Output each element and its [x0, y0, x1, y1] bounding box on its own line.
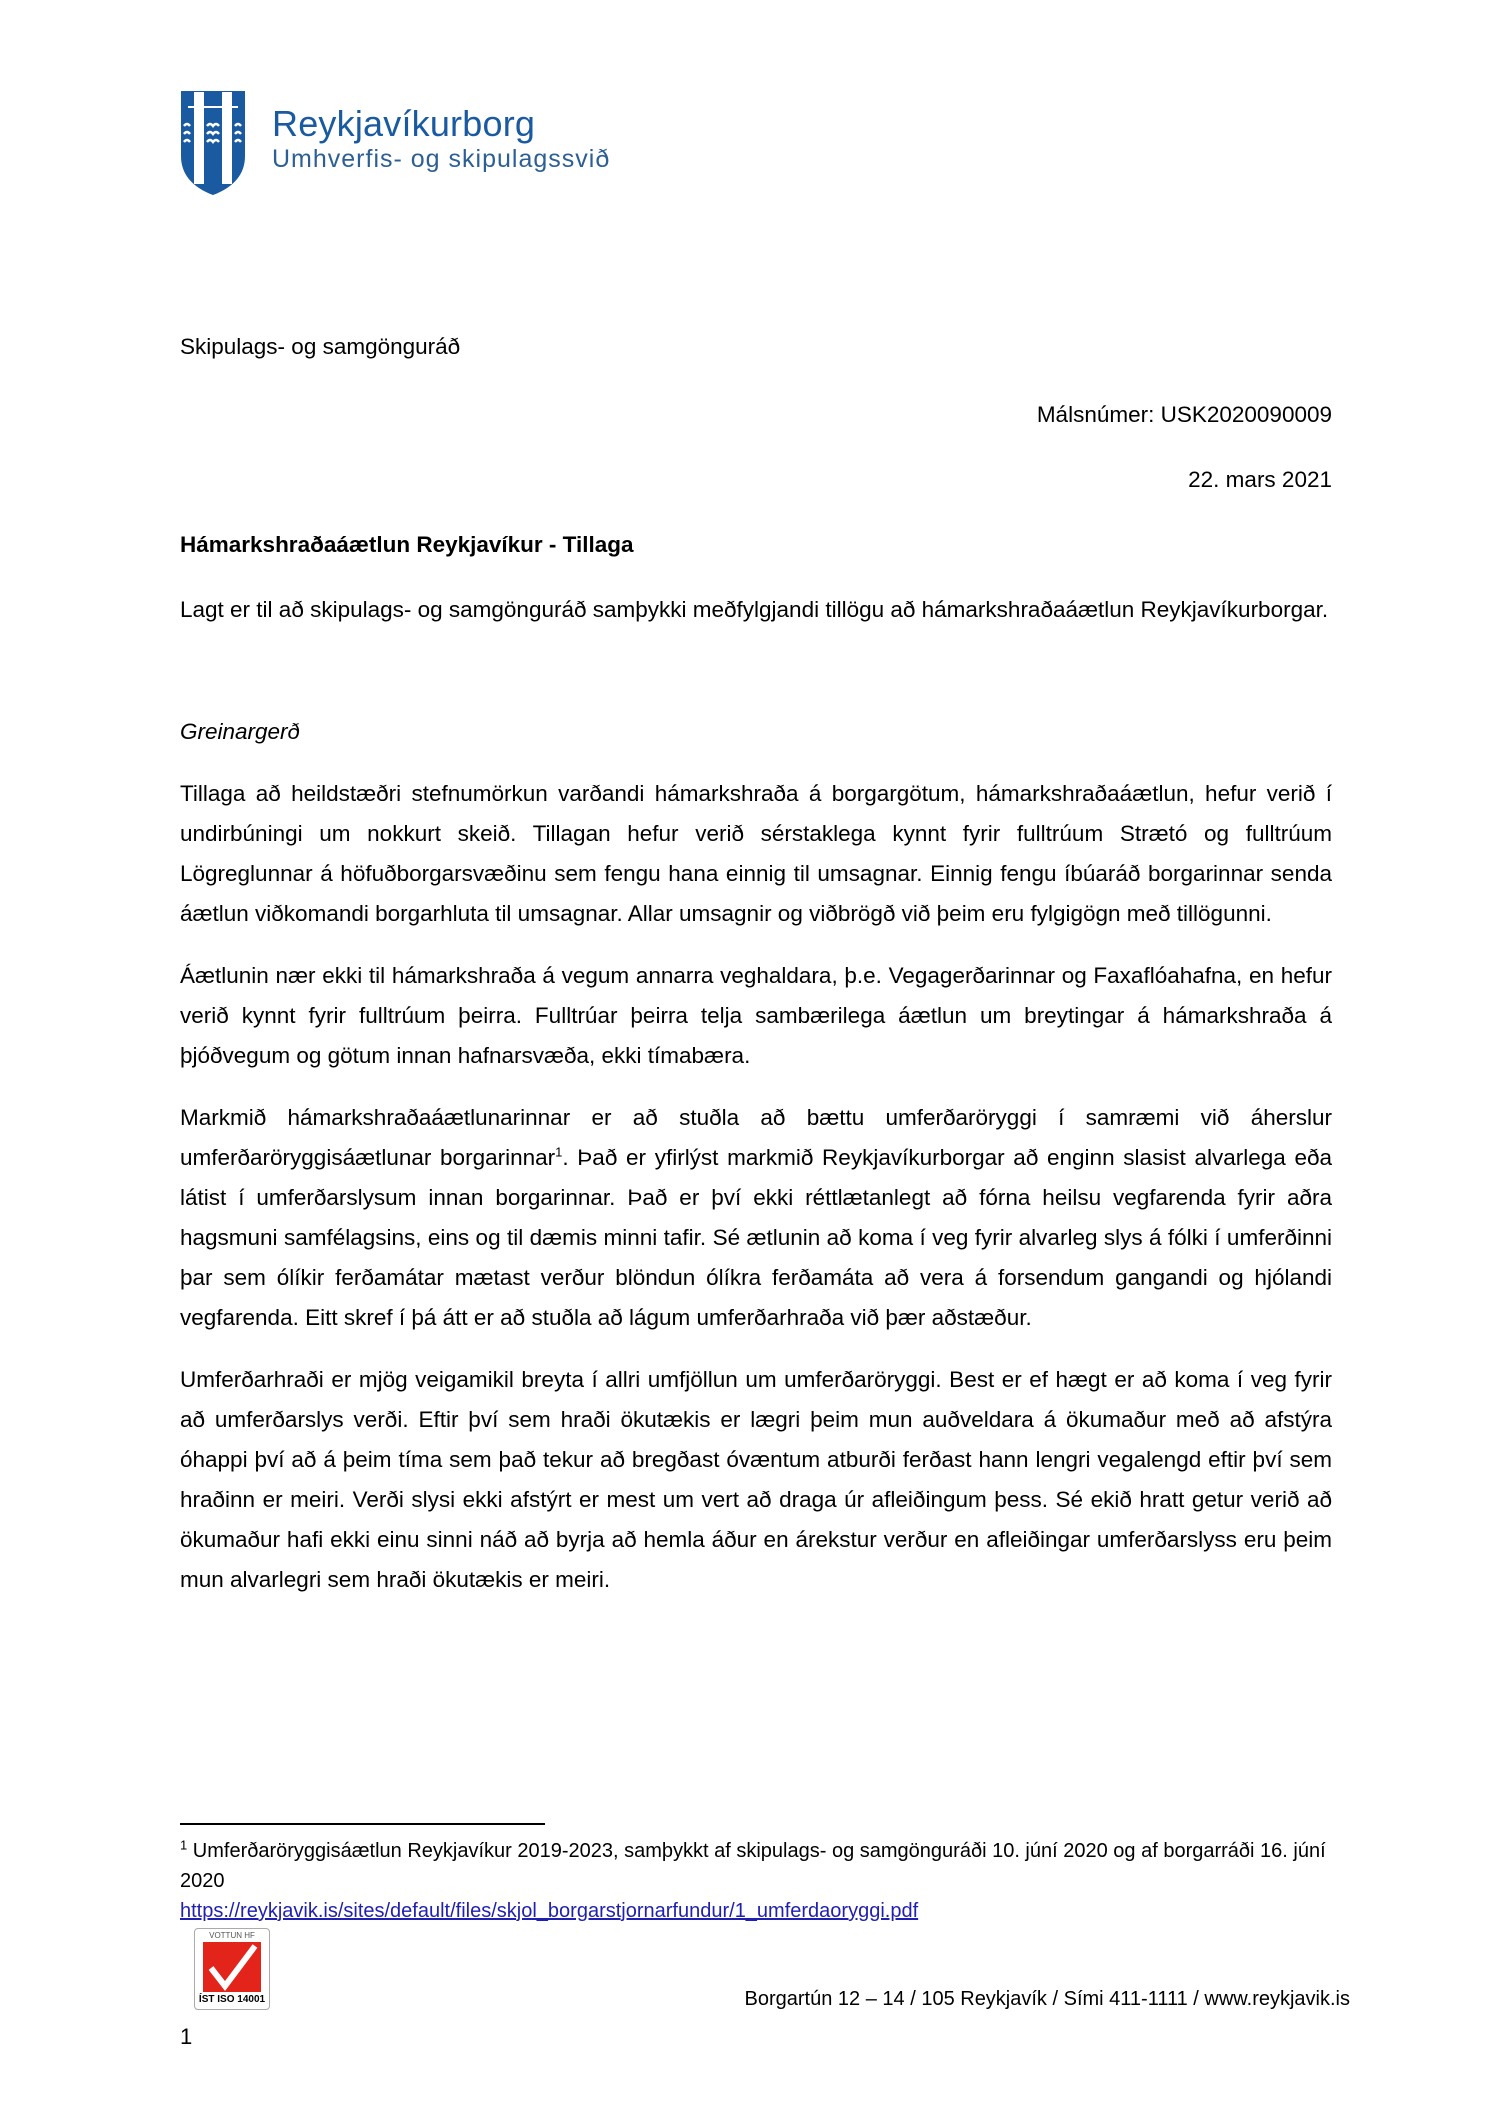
- footnote-marker: 1: [180, 1837, 188, 1853]
- justification-section: [180, 712, 1332, 1622]
- addressee: Skipulags- og samgönguráð: [180, 334, 461, 359]
- reykjavik-logo: [180, 90, 610, 196]
- paragraph-goal: [180, 1098, 1332, 1338]
- logo-subtitle: Umhverfis- og skipulagssvið: [272, 145, 611, 173]
- case-number: Málsnúmer: USK2020090009: [1036, 402, 1332, 427]
- paragraph: Umferðarhraði er mjög veigamikil breyta í allri umfjöllun um umferðaröryggi. Best er ef hægt er að koma í veg fyrir að umferðarslys verði. Eftir því sem hraði ökutækis er lægri þeim mun auðveldara á ökumaður með að afstýra óhappi því að á þeim tíma sem það tekur að bregðast óvæntum atburði ferðast hann lengri vegalengd eftir því sem hraðinn er meiri. Verði slysi ekki afstýrt er mest um vert að draga úr afleiðingum þess. Sé ekið hratt getur verið að ökumaður hafi ekki einu sinni náð að byrja að hemla áður en árekstur verður en afleiðingar umferðarslyss eru þeim mun alvarlegri sem hraði ökutækis er meiri.: [180, 1367, 1332, 1592]
- letter-date: 22. mars 2021: [1188, 467, 1332, 492]
- footnote: [180, 1836, 1330, 1926]
- page-number: 1: [180, 2024, 193, 2049]
- intro-paragraph: [180, 590, 1332, 652]
- footnote-reference[interactable]: 1: [555, 1144, 563, 1160]
- document-title: Hámarkshraðaáætlun Reykjavíkur - Tillaga: [180, 532, 634, 557]
- checkmark-icon: [203, 1942, 261, 1992]
- coat-of-arms-icon: [180, 90, 246, 196]
- iso-badge-bottom-text: ÍST ISO 14001: [198, 1994, 266, 2005]
- footnote-text: Umferðaröryggisáætlun Reykjavíkur 2019-2023, samþykkt af skipulags- og samgönguráði 10. júní 2020 og af borgarráði 16. júní 2020: [180, 1840, 1326, 1892]
- section-heading: Greinargerð: [180, 719, 301, 744]
- logo-text: [272, 104, 610, 174]
- paragraph: Áætlunin nær ekki til hámarkshraða á vegum annarra veghaldara, þ.e. Vegagerðarinnar og Faxaflóahafna, en hefur verið kynnt fyrir fulltrúum þeirra. Fulltrúar þeirra telja sambærilega áætlun um breytingar á hámarkshraða á þjóðvegum og götum innan hafnarsvæða, ekki tímabæra.: [180, 963, 1332, 1068]
- goal-text-after: . Það er yfirlýst markmið Reykjavíkurborgar að enginn slasist alvarlega eða látist í umferðarslysum innan borgarinnar. Það er því ekki réttlætanlegt að fórna heilsu vegfarenda fyrir aðra hagsmuni samfélagsins, eins og til dæmis minni tafir. Sé ætlunin að koma í veg fyrir alvarleg slys á fólki í umferðinni þar sem ólíkir ferðamátar mætast verður blöndun ólíkra ferðamáta að vera á forsendum gangandi og hjólandi vegfarenda. Eitt skref í þá átt er að stuðla að lágum umferðarhraða við þær aðstæður.: [180, 1145, 1332, 1330]
- footer-address: Borgartún 12 – 14 / 105 Reykjavík / Sími 411-1111 / www.reykjavik.is: [744, 1988, 1350, 2010]
- intro-text: Lagt er til að skipulags- og samgönguráð samþykki meðfylgjandi tillögu að hámarkshraðaáætlun Reykjavíkurborgar.: [180, 597, 1329, 622]
- footnote-separator: [180, 1823, 545, 1825]
- footnote-link[interactable]: https://reykjavik.is/sites/default/files/skjol_borgarstjornarfundur/1_umferdaoryggi.pdf: [180, 1900, 919, 1922]
- logo-title: Reykjavíkurborg: [272, 103, 536, 144]
- iso-14001-badge: [194, 1928, 270, 2010]
- paragraph: Tillaga að heildstæðri stefnumörkun varðandi hámarkshraða á borgargötum, hámarkshraðaáætlun, hefur verið í undirbúningi um nokkurt skeið. Tillagan hefur verið sérstaklega kynnt fyrir fulltrúum Strætó og fulltrúum Lögreglunnar á höfuðborgarsvæðinu sem fengu hana einnig til umsagnar. Einnig fengu íbúaráð borgarinnar senda áætlun viðkomandi borgarhluta til umsagnar. Allar umsagnir og viðbrögð við þeim eru fylgigögn með tillögunni.: [180, 781, 1332, 926]
- goal-text-before: Markmið hámarkshraðaáætlunarinnar er að stuðla að bættu umferðaröryggi í samræmi við áherslur umferðaröryggisáætlunar borgarinnar: [180, 1105, 1332, 1170]
- iso-badge-top-text: VOTTUN HF: [209, 1931, 255, 1940]
